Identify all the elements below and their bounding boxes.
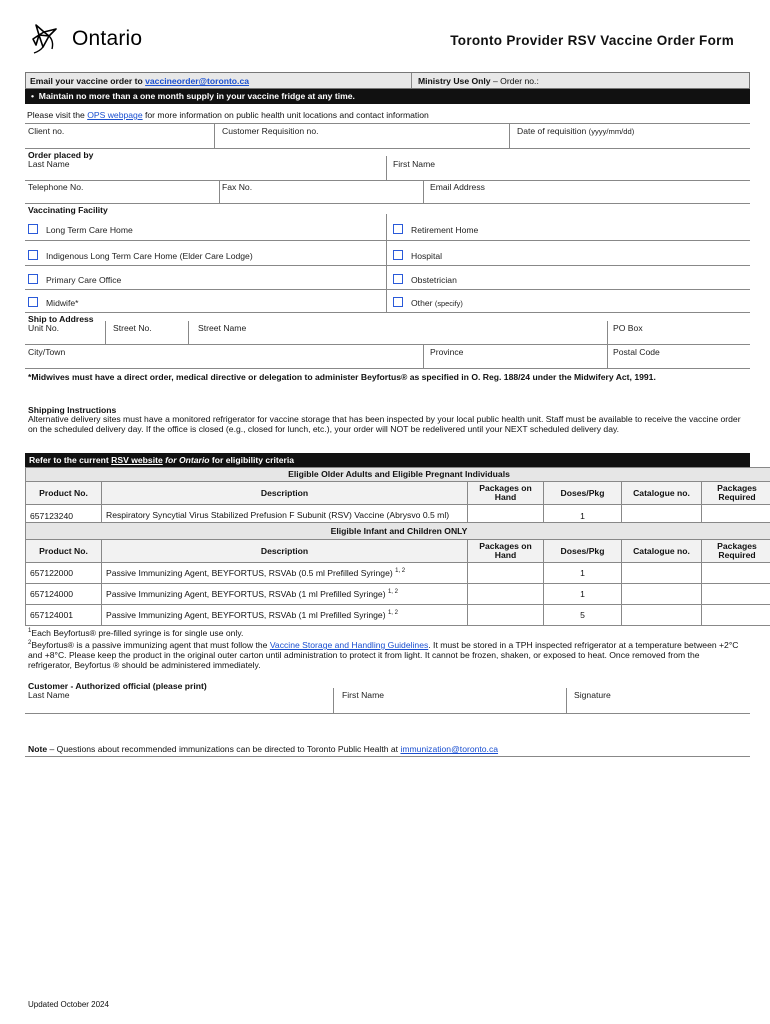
ops-webpage-link[interactable]: OPS webpage bbox=[87, 110, 143, 120]
packages-on-hand-input[interactable] bbox=[468, 605, 544, 626]
packages-required-input[interactable] bbox=[702, 563, 770, 584]
facility-option-retirement[interactable] bbox=[393, 224, 478, 235]
street-name-label: Street Name bbox=[198, 323, 247, 333]
street-no-label: Street No. bbox=[113, 323, 152, 333]
col-doses-pkg: Doses/Pkg bbox=[544, 482, 622, 505]
checkbox-icon[interactable] bbox=[28, 297, 38, 307]
packages-on-hand-input[interactable] bbox=[468, 584, 544, 605]
first-name-label: First Name bbox=[393, 159, 436, 169]
facility-option-label: Retirement Home bbox=[411, 225, 479, 235]
official-heading: Customer - Authorized official (please print) bbox=[28, 681, 207, 691]
ship-heading: Ship to Address bbox=[28, 314, 94, 324]
bullet-icon: • bbox=[31, 91, 35, 101]
catalogue-no-input[interactable] bbox=[622, 563, 702, 584]
visit-suffix: for more information on public health unit locations and contact information bbox=[142, 110, 429, 120]
visit-prefix: Please visit the bbox=[27, 110, 88, 120]
table-row bbox=[26, 605, 770, 626]
col-catalogue-no: Catalogue no. bbox=[622, 540, 702, 563]
description-cell bbox=[102, 584, 468, 605]
date-format-hint: (yyyy/mm/dd) bbox=[588, 127, 635, 136]
description-text: Passive Immunizing Agent, BEYFORTUS, RSVAb (1 ml Prefilled Syringe) bbox=[106, 589, 386, 599]
fax-label: Fax No. bbox=[222, 182, 253, 192]
group-title: Eligible Older Adults and Eligible Pregnant Individuals bbox=[26, 468, 770, 482]
packages-on-hand-input[interactable] bbox=[468, 563, 544, 584]
col-packages-required: Packages Required bbox=[702, 540, 770, 563]
order-email-link[interactable]: vaccineorder@toronto.ca bbox=[145, 76, 250, 86]
questions-note bbox=[28, 744, 498, 754]
eligibility-suffix: for eligibility criteria bbox=[209, 455, 295, 465]
ontario-logo bbox=[30, 22, 170, 56]
facility-option-label: Hospital bbox=[411, 251, 443, 261]
client-no-label: Client no. bbox=[28, 126, 65, 136]
last-name-label: Last Name bbox=[28, 159, 70, 169]
footnote-ref: 1, 2 bbox=[387, 589, 398, 595]
table-row bbox=[26, 584, 770, 605]
facility-option-label: Primary Care Office bbox=[46, 275, 122, 285]
facility-option-hospital[interactable] bbox=[393, 250, 442, 261]
date-req-text: Date of requisition bbox=[517, 126, 587, 136]
footnote-mark: 1 bbox=[28, 628, 32, 634]
supply-notice bbox=[25, 89, 750, 104]
midwife-note: *Midwives must have a direct order, medical directive or delegation to administer Beyfortus® as specified in O. Reg. 188/24 under the Midwifery Act, 1991. bbox=[28, 372, 656, 382]
description-text: Passive Immunizing Agent, BEYFORTUS, RSVAb (1 ml Prefilled Syringe) bbox=[106, 610, 386, 620]
product-no-cell: 657122000 bbox=[26, 563, 102, 584]
product-no-cell: 657124001 bbox=[26, 605, 102, 626]
product-no-cell: 657123240 bbox=[26, 505, 102, 527]
shipping-heading: Shipping Instructions bbox=[28, 405, 117, 415]
facility-option-obstetrician[interactable] bbox=[393, 274, 457, 285]
footnote-1-text: Each Beyfortus® pre-filled syringe is for single use only. bbox=[31, 628, 244, 638]
catalogue-no-input[interactable] bbox=[622, 584, 702, 605]
catalogue-no-input[interactable] bbox=[622, 605, 702, 626]
col-doses-pkg: Doses/Pkg bbox=[544, 540, 622, 563]
facility-option-label: Midwife* bbox=[46, 298, 79, 308]
checkbox-icon[interactable] bbox=[393, 274, 403, 284]
checkbox-icon[interactable] bbox=[393, 250, 403, 260]
group-title: Eligible Infant and Children ONLY bbox=[26, 523, 770, 540]
ministry-use bbox=[418, 76, 539, 86]
other-specify-hint: (specify) bbox=[434, 299, 463, 308]
note-label: Note bbox=[28, 744, 48, 754]
postal-label: Postal Code bbox=[613, 347, 660, 357]
facility-option-ltc[interactable] bbox=[28, 224, 133, 235]
product-table-infants bbox=[25, 522, 770, 626]
packages-required-input[interactable] bbox=[702, 605, 770, 626]
product-no-cell: 657124000 bbox=[26, 584, 102, 605]
immunization-email-link[interactable]: immunization@toronto.ca bbox=[400, 744, 499, 754]
official-first-name-label: First Name bbox=[342, 690, 385, 700]
col-catalogue-no: Catalogue no. bbox=[622, 482, 702, 505]
footnote-2-suffix: . It must be stored in a TPH inspected refrigerator at a temperature between +2°C and +8°C. Please keep the product in the original outer carton until administration to protect it from light. It cannot be frozen, shaken, or exposed to heat. Once removed from the refrigerator, Beyfortus ® should be administered immediately. bbox=[28, 640, 739, 670]
rsv-website-link[interactable]: RSV website bbox=[111, 455, 163, 465]
facility-option-other[interactable] bbox=[393, 297, 463, 308]
col-packages-on-hand: Packages on Hand bbox=[468, 482, 544, 505]
facility-option-label: Other bbox=[411, 298, 433, 308]
facility-heading: Vaccinating Facility bbox=[28, 205, 108, 215]
description-cell bbox=[102, 605, 468, 626]
checkbox-icon[interactable] bbox=[393, 224, 403, 234]
table-row bbox=[26, 563, 770, 584]
ministry-order-label: – Order no.: bbox=[490, 76, 539, 86]
eligibility-bar bbox=[25, 453, 750, 467]
facility-option-label: Long Term Care Home bbox=[46, 225, 133, 235]
email-instruction bbox=[30, 76, 249, 86]
unit-no-label: Unit No. bbox=[28, 323, 60, 333]
checkbox-icon[interactable] bbox=[393, 297, 403, 307]
footnote-ref: 1, 2 bbox=[395, 568, 406, 574]
facility-option-indigenous-ltc[interactable] bbox=[28, 250, 253, 261]
checkbox-icon[interactable] bbox=[28, 250, 38, 260]
footnote-1 bbox=[28, 628, 746, 638]
shipping-body: Alternative delivery sites must have a monitored refrigerator for vaccine storage that has been inspected by your local public health unit. Staff must be available to receive the vaccine order on the scheduled delivery day. If the office is closed (e.g., closed for lunch, etc.), your order will NOT be redelivered until your NEXT scheduled delivery day. bbox=[28, 414, 741, 434]
col-product-no: Product No. bbox=[26, 482, 102, 505]
description-cell bbox=[102, 563, 468, 584]
packages-required-input[interactable] bbox=[702, 584, 770, 605]
footnote-2-prefix: Beyfortus® is a passive immunizing agent that must follow the bbox=[31, 640, 270, 650]
checkbox-icon[interactable] bbox=[28, 274, 38, 284]
storage-guidelines-link[interactable]: Vaccine Storage and Handling Guidelines bbox=[269, 640, 429, 650]
order-placed-heading: Order placed by bbox=[28, 150, 94, 160]
updated-date: Updated October 2024 bbox=[28, 1000, 109, 1009]
col-description: Description bbox=[102, 482, 468, 505]
footnote-mark: 2 bbox=[28, 640, 32, 646]
description-text: Passive Immunizing Agent, BEYFORTUS, RSVAb (0.5 ml Prefilled Syringe) bbox=[106, 568, 393, 578]
trillium-icon bbox=[30, 23, 68, 55]
supply-notice-text: Maintain no more than a one month supply in your vaccine fridge at any time. bbox=[38, 91, 355, 101]
email-address-label: Email Address bbox=[430, 182, 485, 192]
footnote-ref: 1, 2 bbox=[387, 610, 398, 616]
official-last-name-label: Last Name bbox=[28, 690, 70, 700]
footnote-2 bbox=[28, 638, 744, 670]
product-table-older-adults bbox=[25, 467, 770, 527]
note-text: – Questions about recommended immunizations can be directed to Toronto Public Health at bbox=[47, 744, 401, 754]
date-req-label bbox=[517, 126, 634, 136]
telephone-label: Telephone No. bbox=[28, 182, 84, 192]
checkbox-icon[interactable] bbox=[28, 224, 38, 234]
col-product-no: Product No. bbox=[26, 540, 102, 563]
eligibility-italic: for Ontario bbox=[162, 455, 210, 465]
ministry-label: Ministry Use Only bbox=[418, 76, 491, 86]
col-packages-on-hand: Packages on Hand bbox=[468, 540, 544, 563]
facility-option-label: Obstetrician bbox=[411, 275, 457, 285]
email-label: Email your vaccine order to bbox=[30, 76, 146, 86]
province-label: Province bbox=[430, 347, 464, 357]
col-description: Description bbox=[102, 540, 468, 563]
page-title: Toronto Provider RSV Vaccine Order Form bbox=[450, 33, 734, 48]
eligibility-prefix: Refer to the current bbox=[29, 455, 112, 465]
facility-option-label: Indigenous Long Term Care Home (Elder Care Lodge) bbox=[46, 251, 253, 261]
doses-cell: 1 bbox=[544, 584, 622, 605]
doses-cell: 1 bbox=[544, 563, 622, 584]
col-packages-required: Packages Required bbox=[702, 482, 770, 505]
po-box-label: PO Box bbox=[613, 323, 643, 333]
doses-cell: 1 bbox=[544, 505, 622, 527]
doses-cell: 5 bbox=[544, 605, 622, 626]
email-bar bbox=[25, 72, 750, 89]
logo-text: Ontario bbox=[72, 27, 143, 50]
description-cell: Respiratory Syncytial Virus Stabilized Prefusion F Subunit (RSV) Vaccine (Abrysvo 0.5 ml) bbox=[102, 505, 468, 527]
visit-info bbox=[27, 110, 429, 120]
customer-req-label: Customer Requisition no. bbox=[222, 126, 319, 136]
city-label: City/Town bbox=[28, 347, 66, 357]
facility-option-midwife[interactable] bbox=[28, 297, 78, 308]
facility-option-primary-care[interactable] bbox=[28, 274, 121, 285]
signature-label: Signature bbox=[574, 690, 611, 700]
